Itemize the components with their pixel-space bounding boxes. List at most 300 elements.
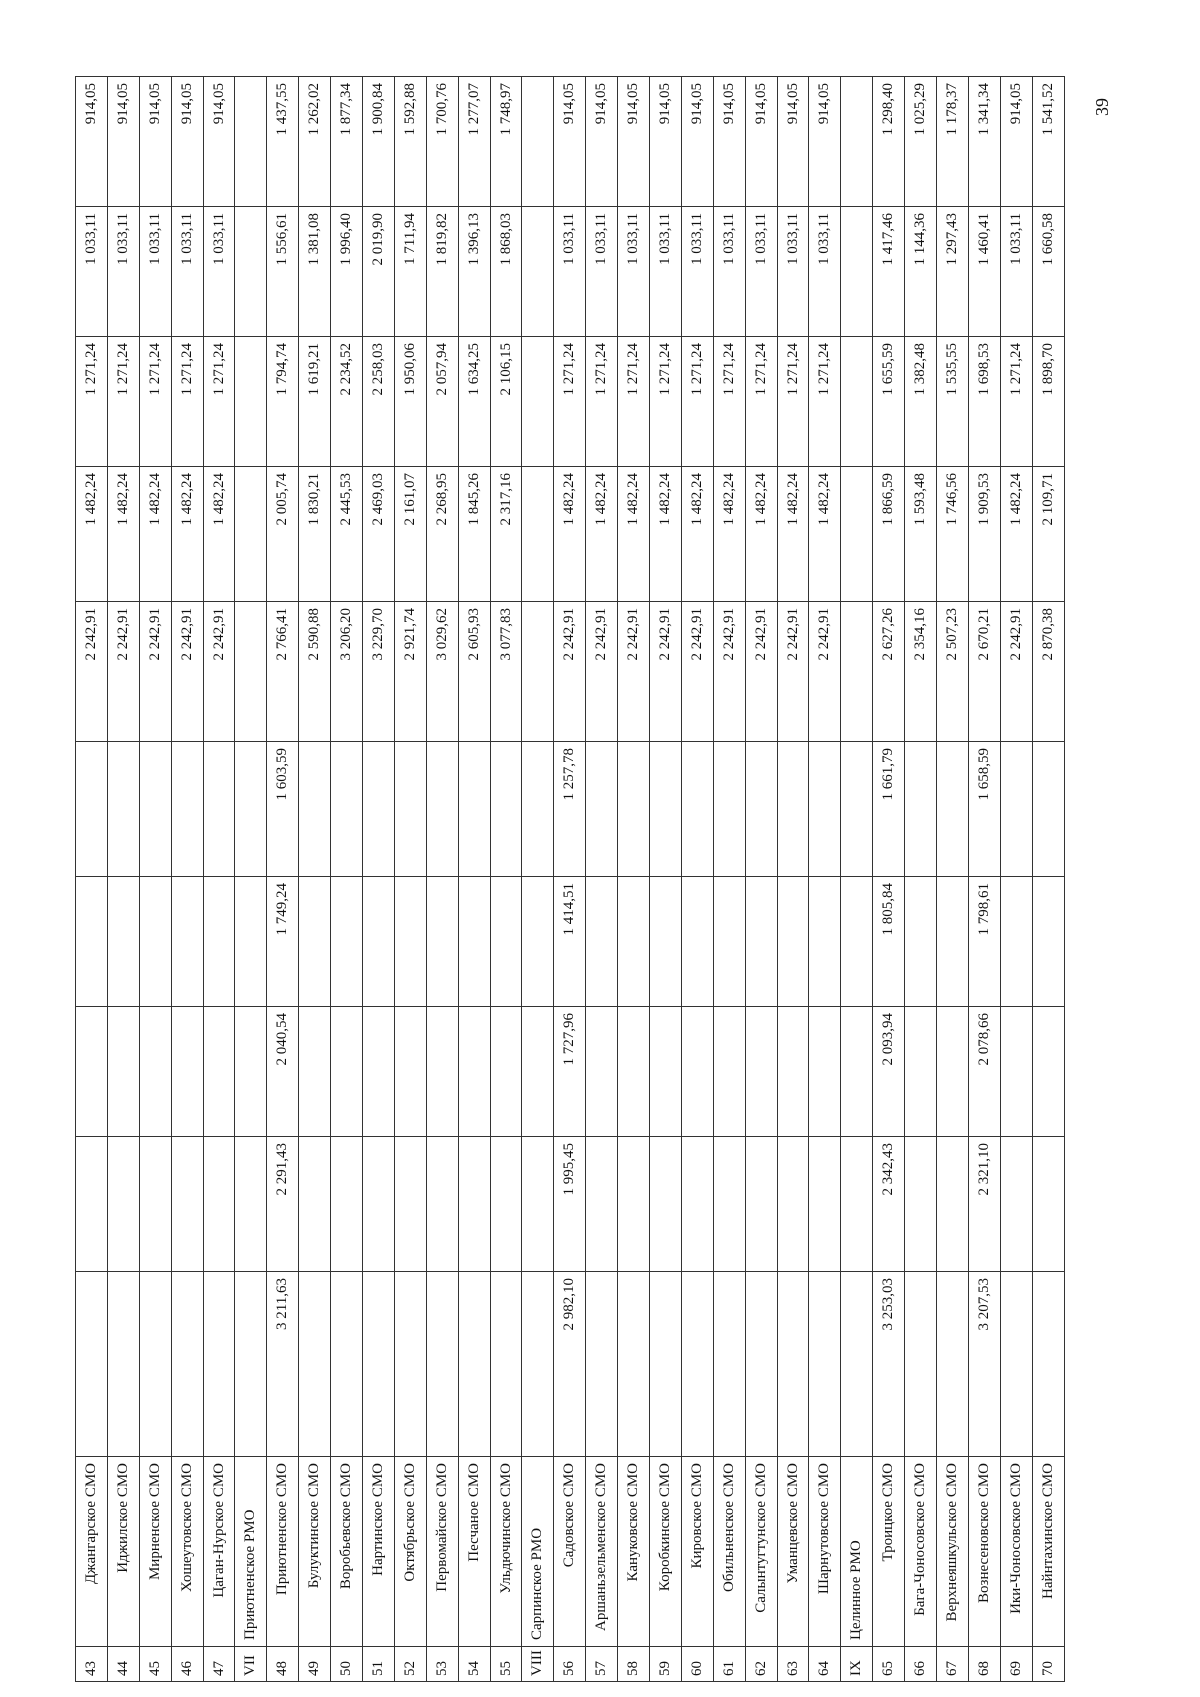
value-cell: 1 271,24 [777,337,809,467]
municipality-name: Шарнутовское СМО [809,1457,841,1647]
value-cell: 914,05 [139,77,171,207]
value-cell [713,1137,745,1272]
value-cell: 1 033,11 [777,207,809,337]
value-cell [76,742,108,877]
value-cell [203,1007,235,1137]
table-row [745,77,777,1682]
value-cell: 1 482,24 [203,467,235,602]
value-cell [777,742,809,877]
value-cell: 1 033,11 [139,207,171,337]
municipality-name: Джангарское СМО [76,1457,108,1647]
table-row [713,77,745,1682]
value-cell [586,877,618,1007]
row-number: 45 [139,1647,171,1682]
value-cell [522,742,554,877]
table-row [107,77,139,1682]
page-number: 39 [1092,98,1112,116]
row-number: 64 [809,1647,841,1682]
value-cell: 1 033,11 [681,207,713,337]
value-cell [841,77,873,207]
value-cell: 1 482,24 [745,467,777,602]
value-cell: 1 700,76 [426,77,458,207]
value-cell: 1 271,24 [554,337,586,467]
table-row [681,77,713,1682]
value-cell [363,1272,395,1457]
value-cell: 1 271,24 [1000,337,1032,467]
value-cell [107,1272,139,1457]
value-cell [363,1137,395,1272]
municipality-name: Октябрьское СМО [394,1457,426,1647]
value-cell: 1 033,11 [809,207,841,337]
value-cell: 2 019,90 [363,207,395,337]
value-cell: 1 460,41 [968,207,1000,337]
value-cell: 914,05 [1000,77,1032,207]
value-cell [681,1007,713,1137]
value-cell: 2 109,71 [1032,467,1064,602]
region-name: Целинное РМО [841,1457,873,1647]
value-cell [1000,1007,1032,1137]
municipality-name: Верхнеяшкульское СМО [937,1457,969,1647]
value-cell [203,1272,235,1457]
value-cell [745,1137,777,1272]
municipality-name: Приютненское СМО [267,1457,299,1647]
row-number: 58 [618,1647,650,1682]
value-cell: 1 382,48 [905,337,937,467]
row-number: 54 [458,1647,490,1682]
value-cell [394,1137,426,1272]
value-cell: 1 482,24 [586,467,618,602]
municipality-name: Песчаное СМО [458,1457,490,1647]
value-cell [1000,1137,1032,1272]
table-row [1032,77,1064,1682]
value-cell [650,742,682,877]
value-cell [618,1272,650,1457]
region-name: Приютненское РМО [235,1457,267,1647]
value-cell: 1 794,74 [267,337,299,467]
value-cell [618,1137,650,1272]
value-cell: 3 029,62 [426,602,458,742]
value-cell [713,1272,745,1457]
value-cell [681,1137,713,1272]
value-cell [235,1137,267,1272]
value-cell [490,742,522,877]
municipality-name: Мирненское СМО [139,1457,171,1647]
value-cell: 914,05 [745,77,777,207]
value-cell: 1 033,11 [745,207,777,337]
value-cell: 1 746,56 [937,467,969,602]
value-cell [331,1272,363,1457]
table-row [299,77,331,1682]
value-cell: 2 242,91 [586,602,618,742]
value-cell: 914,05 [713,77,745,207]
value-cell: 914,05 [76,77,108,207]
value-cell [650,1137,682,1272]
value-cell: 2 445,53 [331,467,363,602]
value-cell [937,877,969,1007]
municipality-name: Хошеутовское СМО [171,1457,203,1647]
row-number: 44 [107,1647,139,1682]
value-cell: 1 748,97 [490,77,522,207]
municipality-name: Вознесеновское СМО [968,1457,1000,1647]
value-cell [490,1007,522,1137]
value-cell [394,1007,426,1137]
row-number: 59 [650,1647,682,1682]
value-cell [426,742,458,877]
value-cell: 2 242,91 [554,602,586,742]
value-cell: 2 321,10 [968,1137,1000,1272]
value-cell [841,742,873,877]
value-cell: 3 211,63 [267,1272,299,1457]
value-cell: 1 414,51 [554,877,586,1007]
value-cell [203,742,235,877]
value-cell [777,1007,809,1137]
value-cell [235,337,267,467]
value-cell [107,1137,139,1272]
value-cell: 1 298,40 [873,77,905,207]
value-cell [1000,742,1032,877]
value-cell: 1 655,59 [873,337,905,467]
value-cell [363,1007,395,1137]
value-cell: 2 242,91 [618,602,650,742]
municipality-name: Воробьевское СМО [331,1457,363,1647]
value-cell: 2 258,03 [363,337,395,467]
value-cell: 914,05 [554,77,586,207]
value-cell [203,877,235,1007]
row-number: 61 [713,1647,745,1682]
value-cell [841,877,873,1007]
municipality-name: Коробкинское СМО [650,1457,682,1647]
value-cell [331,1007,363,1137]
value-cell: 1 482,24 [1000,467,1032,602]
value-cell [76,1007,108,1137]
municipality-name: Ульдючинское СМО [490,1457,522,1647]
table-row [171,77,203,1682]
value-cell [777,877,809,1007]
value-cell: 3 206,20 [331,602,363,742]
value-cell: 2 342,43 [873,1137,905,1272]
value-cell: 1 482,24 [650,467,682,602]
value-cell: 1 658,59 [968,742,1000,877]
value-cell: 1 805,84 [873,877,905,1007]
row-number: 68 [968,1647,1000,1682]
value-cell: 1 556,61 [267,207,299,337]
value-cell [745,877,777,1007]
table-row [586,77,618,1682]
value-cell: 1 830,21 [299,467,331,602]
value-cell: 2 354,16 [905,602,937,742]
value-cell: 1 033,11 [203,207,235,337]
value-cell: 2 161,07 [394,467,426,602]
value-cell: 1 277,07 [458,77,490,207]
value-cell [458,877,490,1007]
value-cell: 914,05 [681,77,713,207]
value-cell: 2 242,91 [171,602,203,742]
value-cell [522,207,554,337]
value-cell [426,877,458,1007]
value-cell [522,1272,554,1457]
table-row [458,77,490,1682]
value-cell [586,742,618,877]
region-row [522,77,554,1682]
value-cell: 2 469,03 [363,467,395,602]
table-row [777,77,809,1682]
value-cell: 1 877,34 [331,77,363,207]
value-cell [171,742,203,877]
value-cell: 1 593,48 [905,467,937,602]
value-cell: 1 619,21 [299,337,331,467]
value-cell [809,742,841,877]
row-number: 62 [745,1647,777,1682]
value-cell: 2 670,21 [968,602,1000,742]
value-cell [586,1137,618,1272]
value-cell: 1 482,24 [681,467,713,602]
table-row [490,77,522,1682]
municipality-name: Уманцевское СМО [777,1457,809,1647]
value-cell: 1 437,55 [267,77,299,207]
value-cell: 1 711,94 [394,207,426,337]
value-cell [745,742,777,877]
value-cell [458,1137,490,1272]
value-cell [426,1272,458,1457]
value-cell [331,742,363,877]
value-cell [681,877,713,1007]
value-cell [522,77,554,207]
value-cell: 1 995,45 [554,1137,586,1272]
value-cell: 1 271,24 [171,337,203,467]
value-cell [841,1272,873,1457]
value-cell: 2 078,66 [968,1007,1000,1137]
value-cell [905,1137,937,1272]
value-cell [235,1272,267,1457]
value-cell [618,1007,650,1137]
value-cell [139,877,171,1007]
row-number: 65 [873,1647,905,1682]
value-cell: 914,05 [203,77,235,207]
value-cell: 2 242,91 [650,602,682,742]
value-cell [809,1007,841,1137]
value-cell: 1 271,24 [713,337,745,467]
table-row [968,77,1000,1682]
value-cell [458,1272,490,1457]
value-cell: 2 242,91 [107,602,139,742]
value-cell: 1 482,24 [713,467,745,602]
municipality-name: Иджилское СМО [107,1457,139,1647]
value-cell [394,877,426,1007]
value-cell: 2 057,94 [426,337,458,467]
municipality-name: Обильненское СМО [713,1457,745,1647]
value-cell [777,1272,809,1457]
value-cell: 3 207,53 [968,1272,1000,1457]
value-cell: 1 178,37 [937,77,969,207]
value-cell: 1 866,59 [873,467,905,602]
value-cell [139,1007,171,1137]
municipality-name: Нартинское СМО [363,1457,395,1647]
row-number: VII [235,1647,267,1682]
value-cell: 2 242,91 [203,602,235,742]
value-cell: 1 592,88 [394,77,426,207]
value-cell: 914,05 [107,77,139,207]
value-cell: 2 242,91 [1000,602,1032,742]
municipality-name: Садовское СМО [554,1457,586,1647]
value-cell: 2 317,16 [490,467,522,602]
value-cell: 914,05 [650,77,682,207]
table-body [76,77,1065,1682]
value-cell [522,337,554,467]
row-number: 43 [76,1647,108,1682]
value-cell [426,1007,458,1137]
row-number: 51 [363,1647,395,1682]
value-cell: 2 921,74 [394,602,426,742]
value-cell [107,742,139,877]
row-number: 57 [586,1647,618,1682]
value-cell [586,1007,618,1137]
value-cell: 1 482,24 [107,467,139,602]
value-cell [713,742,745,877]
value-cell [1000,1272,1032,1457]
value-cell: 1 271,24 [203,337,235,467]
value-cell [203,1137,235,1272]
value-cell [235,467,267,602]
value-cell [76,877,108,1007]
value-cell: 2 590,88 [299,602,331,742]
value-cell: 2 242,91 [809,602,841,742]
row-number: IX [841,1647,873,1682]
value-cell [394,1272,426,1457]
value-cell [586,1272,618,1457]
value-cell [490,1272,522,1457]
value-cell [235,77,267,207]
row-number: 66 [905,1647,937,1682]
value-cell: 1 845,26 [458,467,490,602]
row-number: 56 [554,1647,586,1682]
value-cell: 2 242,91 [139,602,171,742]
value-cell [331,877,363,1007]
value-cell: 1 727,96 [554,1007,586,1137]
value-cell: 1 271,24 [745,337,777,467]
value-cell: 1 798,61 [968,877,1000,1007]
value-cell: 1 482,24 [618,467,650,602]
row-number: 63 [777,1647,809,1682]
value-cell: 1 271,24 [650,337,682,467]
value-cell: 1 482,24 [809,467,841,602]
tariff-table [75,76,1065,1682]
value-cell: 1 033,11 [76,207,108,337]
value-cell [76,1272,108,1457]
municipality-name: Кануковское СМО [618,1457,650,1647]
value-cell: 1 482,24 [171,467,203,602]
value-cell: 1 033,11 [171,207,203,337]
table-row [809,77,841,1682]
value-cell [331,1137,363,1272]
value-cell [139,742,171,877]
value-cell: 1 033,11 [554,207,586,337]
value-cell: 1 482,24 [777,467,809,602]
value-cell [394,742,426,877]
table-row [426,77,458,1682]
value-cell [1032,1272,1064,1457]
table-row [363,77,395,1682]
value-cell [171,877,203,1007]
value-cell [937,1137,969,1272]
municipality-name: Цаган-Нурское СМО [203,1457,235,1647]
value-cell [139,1137,171,1272]
value-cell [522,467,554,602]
row-number: VIII [522,1647,554,1682]
value-cell: 3 229,70 [363,602,395,742]
table-row [554,77,586,1682]
row-number: 48 [267,1647,299,1682]
municipality-name: Найнтахинское СМО [1032,1457,1064,1647]
table-row [331,77,363,1682]
value-cell: 1 482,24 [76,467,108,602]
value-cell [235,877,267,1007]
value-cell: 1 033,11 [1000,207,1032,337]
value-cell: 2 242,91 [681,602,713,742]
value-cell [235,742,267,877]
value-cell: 1 868,03 [490,207,522,337]
value-cell: 2 870,38 [1032,602,1064,742]
table-row [394,77,426,1682]
value-cell [299,1272,331,1457]
value-cell: 1 698,53 [968,337,1000,467]
value-cell [841,602,873,742]
value-cell: 914,05 [171,77,203,207]
value-cell [299,742,331,877]
value-cell [1032,1007,1064,1137]
value-cell [650,1007,682,1137]
value-cell: 1 033,11 [586,207,618,337]
value-cell: 2 982,10 [554,1272,586,1457]
municipality-name: Аршаньзельменское СМО [586,1457,618,1647]
value-cell [937,1007,969,1137]
value-cell: 2 627,26 [873,602,905,742]
value-cell: 1 819,82 [426,207,458,337]
value-cell [650,1272,682,1457]
value-cell: 1 025,29 [905,77,937,207]
value-cell: 1 535,55 [937,337,969,467]
value-cell [299,1137,331,1272]
row-number: 70 [1032,1647,1064,1682]
row-number: 52 [394,1647,426,1682]
municipality-name: Троицкое СМО [873,1457,905,1647]
value-cell [171,1272,203,1457]
value-cell [299,877,331,1007]
value-cell: 1 749,24 [267,877,299,1007]
value-cell [139,1272,171,1457]
value-cell: 1 271,24 [107,337,139,467]
region-row [235,77,267,1682]
region-row [841,77,873,1682]
value-cell: 1 257,78 [554,742,586,877]
value-cell [681,742,713,877]
value-cell [1000,877,1032,1007]
value-cell [841,1007,873,1137]
value-cell [809,1137,841,1272]
value-cell: 1 341,34 [968,77,1000,207]
value-cell [841,467,873,602]
municipality-name: Бага-Чоносовское СМО [905,1457,937,1647]
value-cell [490,877,522,1007]
value-cell: 1 950,06 [394,337,426,467]
value-cell: 1 661,79 [873,742,905,877]
row-number: 55 [490,1647,522,1682]
value-cell [522,877,554,1007]
value-cell: 2 268,95 [426,467,458,602]
value-cell [650,877,682,1007]
value-cell: 914,05 [586,77,618,207]
value-cell: 1 271,24 [586,337,618,467]
value-cell: 1 482,24 [139,467,171,602]
